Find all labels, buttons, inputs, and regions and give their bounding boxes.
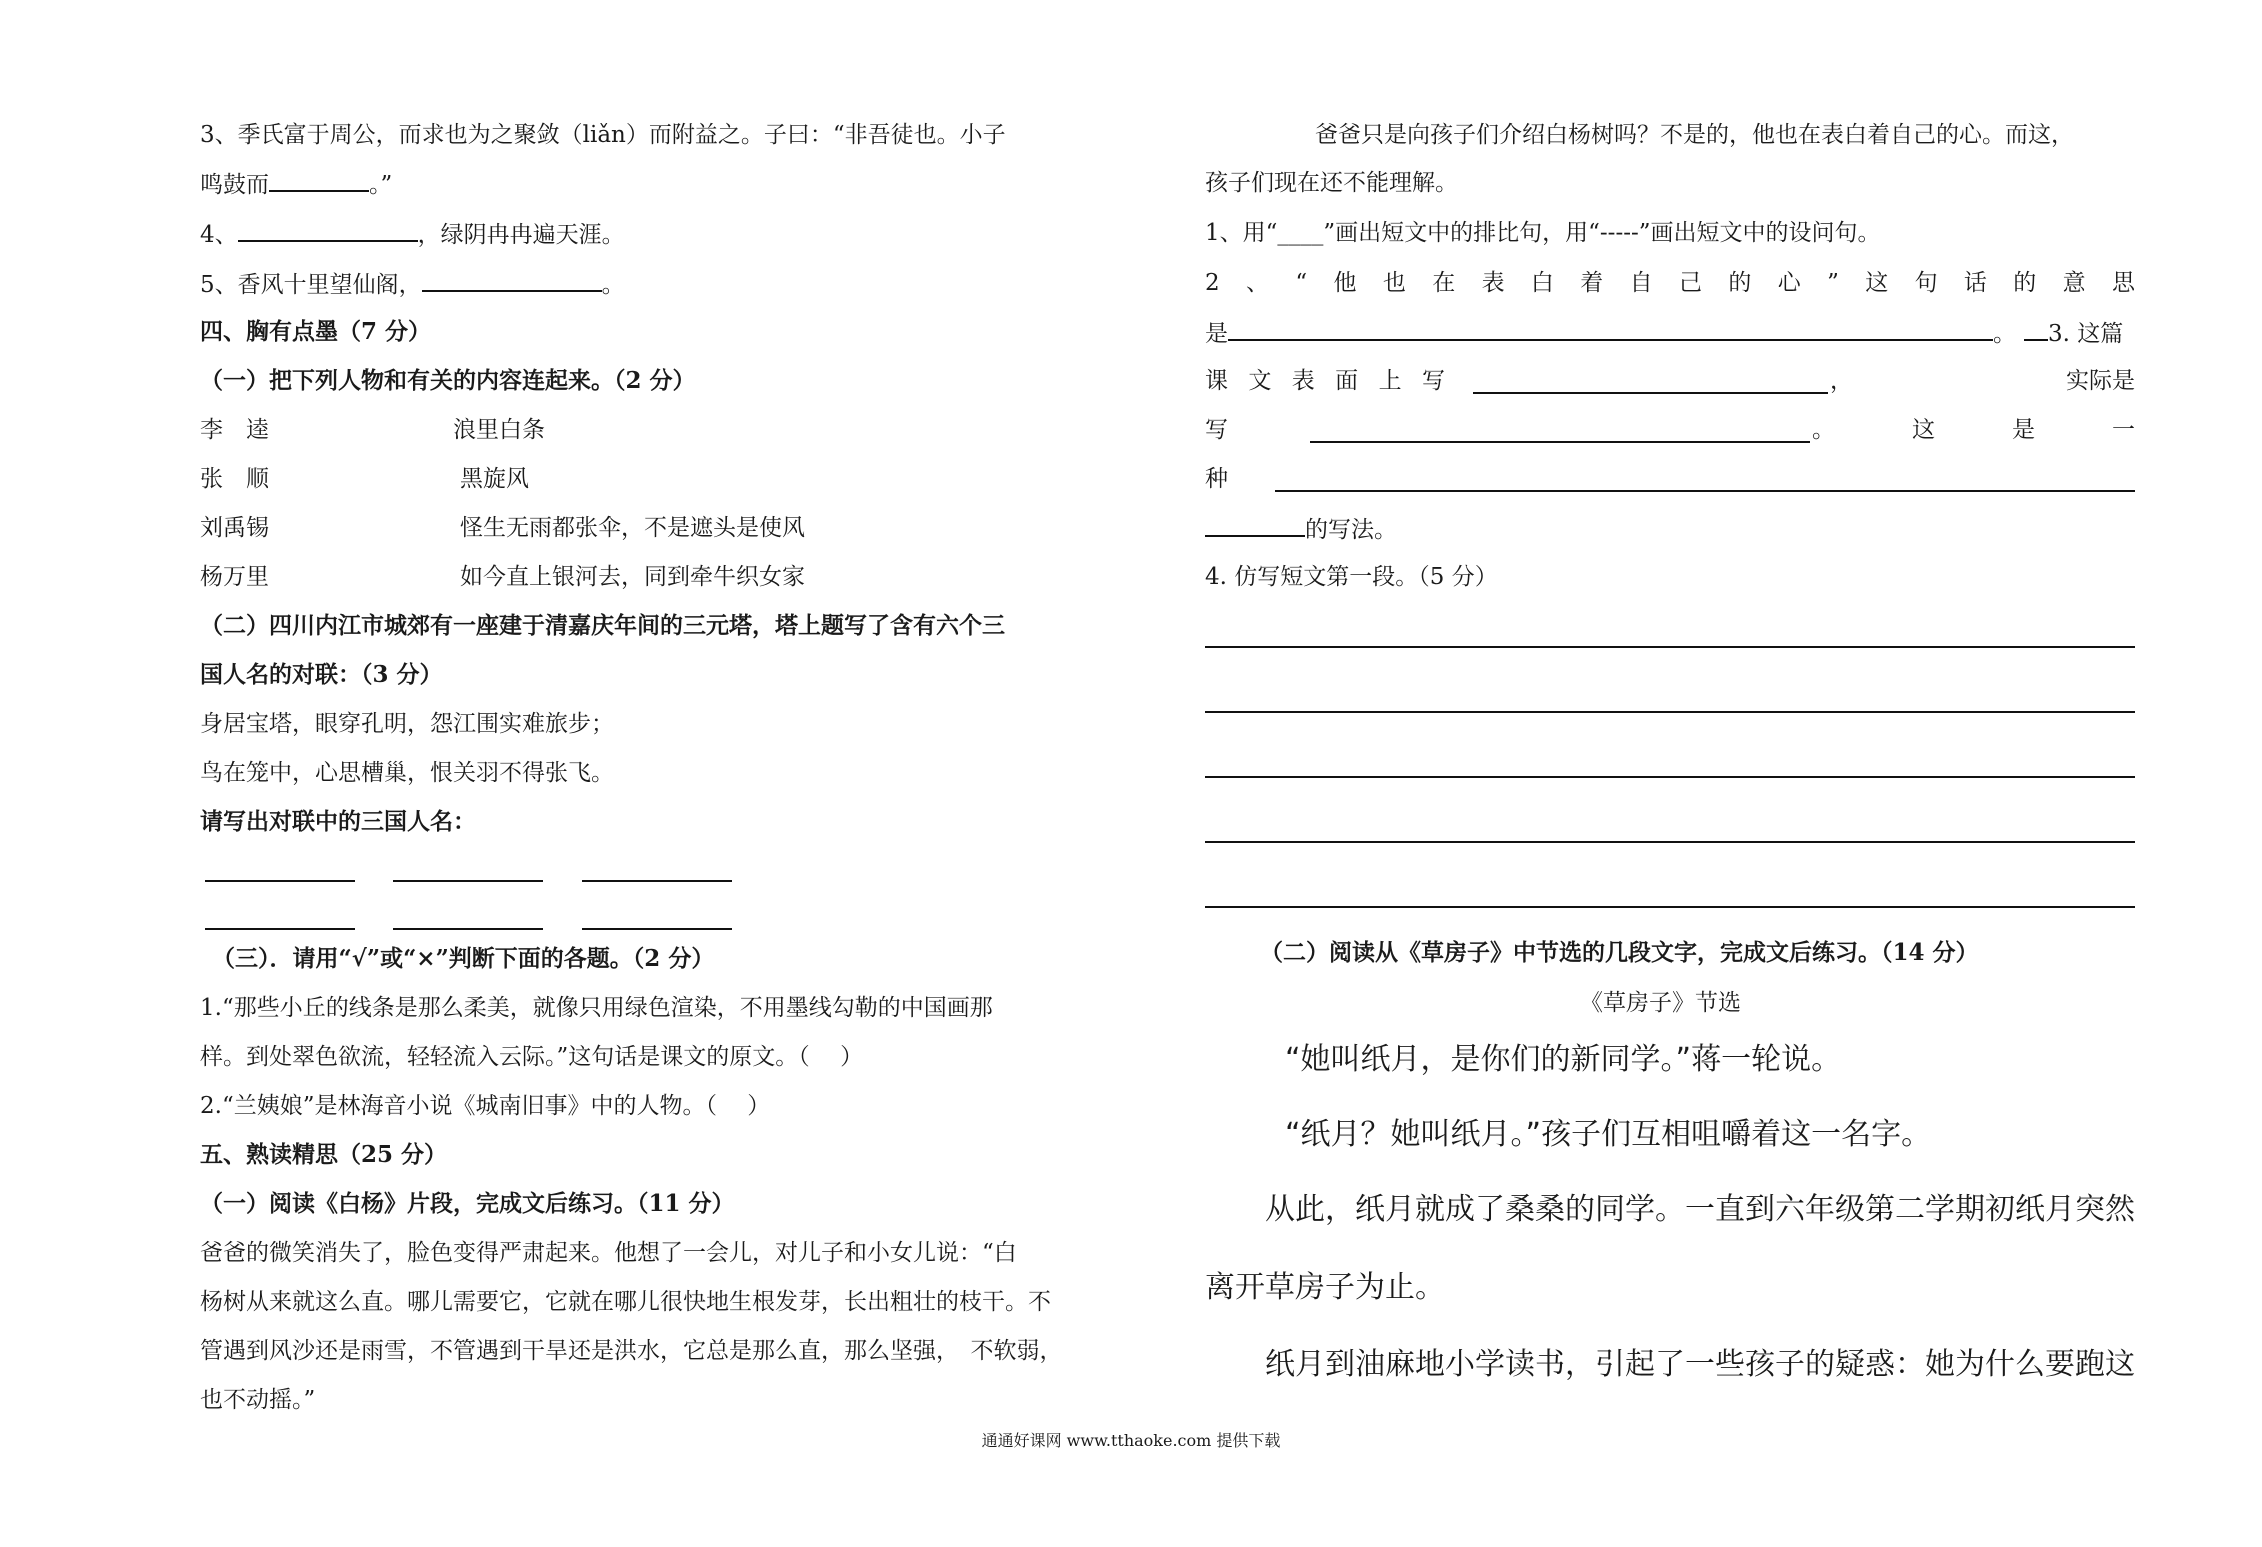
label-group [1812,415,2135,445]
section-4-part-2-line2: 国人名的对联：（3 分） [200,661,443,688]
char: 际 [2089,368,2112,394]
char: 实 [2066,368,2089,394]
char: 、 [1246,270,1269,296]
section-4-part-2-line1: （二）四川内江市城郊有一座建于清嘉庆年间的三元塔，塔上题写了含有六个三 [200,612,1005,639]
char: 是 [2012,417,2035,443]
char: 。 [1993,321,2016,347]
answer-blank[interactable] [205,880,355,882]
answer-blank[interactable] [1310,441,1810,443]
answer-blank[interactable] [582,880,732,882]
question-3-label: 3. 这篇 [2048,321,2124,347]
label-group [1205,366,1445,396]
passage-line: 管遇到风沙还是雨雪，不管遇到干旱还是洪水，它总是那么直，那么坚强， 不软弱， [200,1338,1063,1364]
answer-blank[interactable] [393,880,543,882]
char: 文 [1248,368,1272,394]
char: 这 [1912,417,1935,443]
answer-blank[interactable] [582,928,732,930]
char: 意 [2062,270,2086,296]
answer-blank[interactable] [393,928,543,930]
char: 写 [1205,417,1228,443]
char: 着 [1580,270,1604,296]
answer-blank[interactable] [2024,317,2048,341]
section-5-part-1: （一）阅读《白杨》片段，完成文后练习。（11 分） [200,1190,735,1217]
excerpt-title: 《草房子》节选 [1580,990,1741,1016]
char: 也 [1382,270,1406,296]
answer-blank[interactable] [422,268,602,292]
match-item: 黑旋风 [460,466,529,492]
answer-blank[interactable] [1228,317,1993,341]
true-false-2: 2.“兰姨娘”是林海音小说《城南旧事》中的人物。（ ） [200,1093,771,1119]
char: 是 [1205,321,1228,347]
question-5 [200,268,625,300]
char: 上 [1378,368,1402,394]
char: 的 [1728,270,1752,296]
question-3-line1: 3、季氏富于周公，而求也为之聚敛（liǎn）而附益之。子曰：“非吾徒也。小子 [200,122,1006,148]
char: 在 [1432,270,1456,296]
char: 思 [2112,270,2135,296]
question-3-line2 [200,168,392,200]
char: 话 [1963,270,1987,296]
char: 。 [1812,417,1835,443]
char: 是 [2112,368,2135,394]
section-5-part-2: （二）阅读从《草房子》中节选的几段文字，完成文后练习。（14 分） [1260,939,1979,966]
reading-question-2-line2 [1205,317,2135,349]
answer-blank[interactable] [269,168,369,192]
question-5-text: 5、香风十里望仙阁， [200,272,422,298]
section-4-heading: 四、胸有点墨（7 分） [200,318,432,345]
passage-line: 也不动摇。” [200,1387,316,1413]
true-false-1-line1: 1.“那些小丘的线条是那么柔美，就像只用绿色渲染，不用墨线勾勒的中国画那 [200,995,993,1021]
match-name: 刘禹锡 [200,515,269,541]
excerpt-line: 从此，纸月就成了桑桑的同学。一直到六年级第二学期初纸月突然 [1265,1192,2135,1227]
excerpt-line: “她叫纸月，是你们的新同学。”蒋一轮说。 [1285,1042,1842,1077]
excerpt-line: “纸月？她叫纸月。”孩子们互相咀嚼着这一名字。 [1285,1117,1932,1152]
answer-blank[interactable] [1473,392,1828,394]
char: 表 [1481,270,1505,296]
label-group [1830,366,2135,396]
answer-blank[interactable] [205,928,355,930]
passage-line: 爸爸只是向孩子们介绍白杨树吗？不是的，他也在表白着自己的心。而这， [1315,122,2074,148]
couplet-question: 请写出对联中的三国人名： [200,808,476,835]
section-4-part-1: （一）把下列人物和有关的内容连起来。（2 分） [200,367,696,394]
char: 的写法。 [1305,517,1397,543]
reading-question-2-line1 [1205,268,2135,298]
couplet-line-2: 鸟在笼中，心思槽巢，恨关羽不得张飞。 [200,760,614,786]
question-3-text: 鸣鼓而 [200,172,269,198]
writing-line[interactable] [1205,906,2135,908]
true-false-1-line2: 样。到处翠色欲流，轻轻流入云际。”这句话是课文的原文。（ ） [200,1044,864,1070]
match-name: 李 逵 [200,417,269,443]
answer-blank[interactable] [238,218,418,242]
reading-question-4: 4. 仿写短文第一段。（5 分） [1205,564,1498,590]
char: 种 [1205,466,1228,492]
char: 己 [1679,270,1702,296]
char: 这 [1865,270,1889,296]
char: 课 [1205,368,1228,394]
char: 面 [1335,368,1359,394]
writing-line[interactable] [1205,776,2135,778]
question-3-end: 。” [369,172,393,198]
char: 表 [1291,368,1315,394]
excerpt-line: 纸月到油麻地小学读书，引起了一些孩子的疑惑：她为什么要跑这 [1265,1347,2135,1382]
couplet-line-1: 身居宝塔，眼穿孔明，怨江围实难旅步； [200,711,614,737]
char: 白 [1530,270,1554,296]
writing-line[interactable] [1205,646,2135,648]
char: 自 [1629,270,1653,296]
match-item: 如今直上银河去，同到牵牛织女家 [460,564,805,590]
writing-line[interactable] [1205,711,2135,713]
question-5-end: 。 [601,272,625,298]
question-4-text: ，绿阴冉冉遍天涯。 [417,222,625,248]
answer-blank[interactable] [1275,490,2135,492]
match-name: 张 顺 [200,466,269,492]
section-5-heading: 五、熟读精思（25 分） [200,1141,448,1168]
char: 的 [2013,270,2037,296]
char: ， [1830,368,1853,394]
match-name: 杨万里 [200,564,269,590]
match-item: 浪里白条 [453,417,545,443]
excerpt-line: 离开草房子为止。 [1205,1270,1445,1305]
passage-line: 爸爸的微笑消失了，脸色变得严肃起来。他想了一会儿，对儿子和小女儿说：“白 [200,1240,1017,1266]
passage-line: 杨树从来就这么直。哪儿需要它，它就在哪儿很快地生根发芽，长出粗壮的枝干。不 [200,1289,1051,1315]
char: 写 [1421,368,1445,394]
char: “ [1295,270,1308,296]
char: 2 [1205,270,1220,296]
char: ” [1827,270,1839,296]
question-4 [200,218,625,250]
page-footer: 通通好课网 www.tthaoke.com 提供下载 [981,1431,1281,1450]
char: 句 [1914,270,1938,296]
match-item: 怪生无雨都张伞，不是遮头是使风 [460,515,805,541]
section-4-part-3: （三）．请用“√”或“×”判断下面的各题。（2 分） [212,945,715,972]
reading-question-3-end [1205,513,1397,545]
reading-question-1: 1、用“____”画出短文中的排比句，用“-----”画出短文中的设问句。 [1205,220,1881,246]
char: 心 [1777,270,1801,296]
char: 他 [1333,270,1357,296]
writing-line[interactable] [1205,841,2135,843]
char: 一 [2112,417,2135,443]
question-4-number: 4、 [200,222,238,248]
answer-blank[interactable] [1205,513,1305,537]
passage-line: 孩子们现在还不能理解。 [1205,170,1458,196]
